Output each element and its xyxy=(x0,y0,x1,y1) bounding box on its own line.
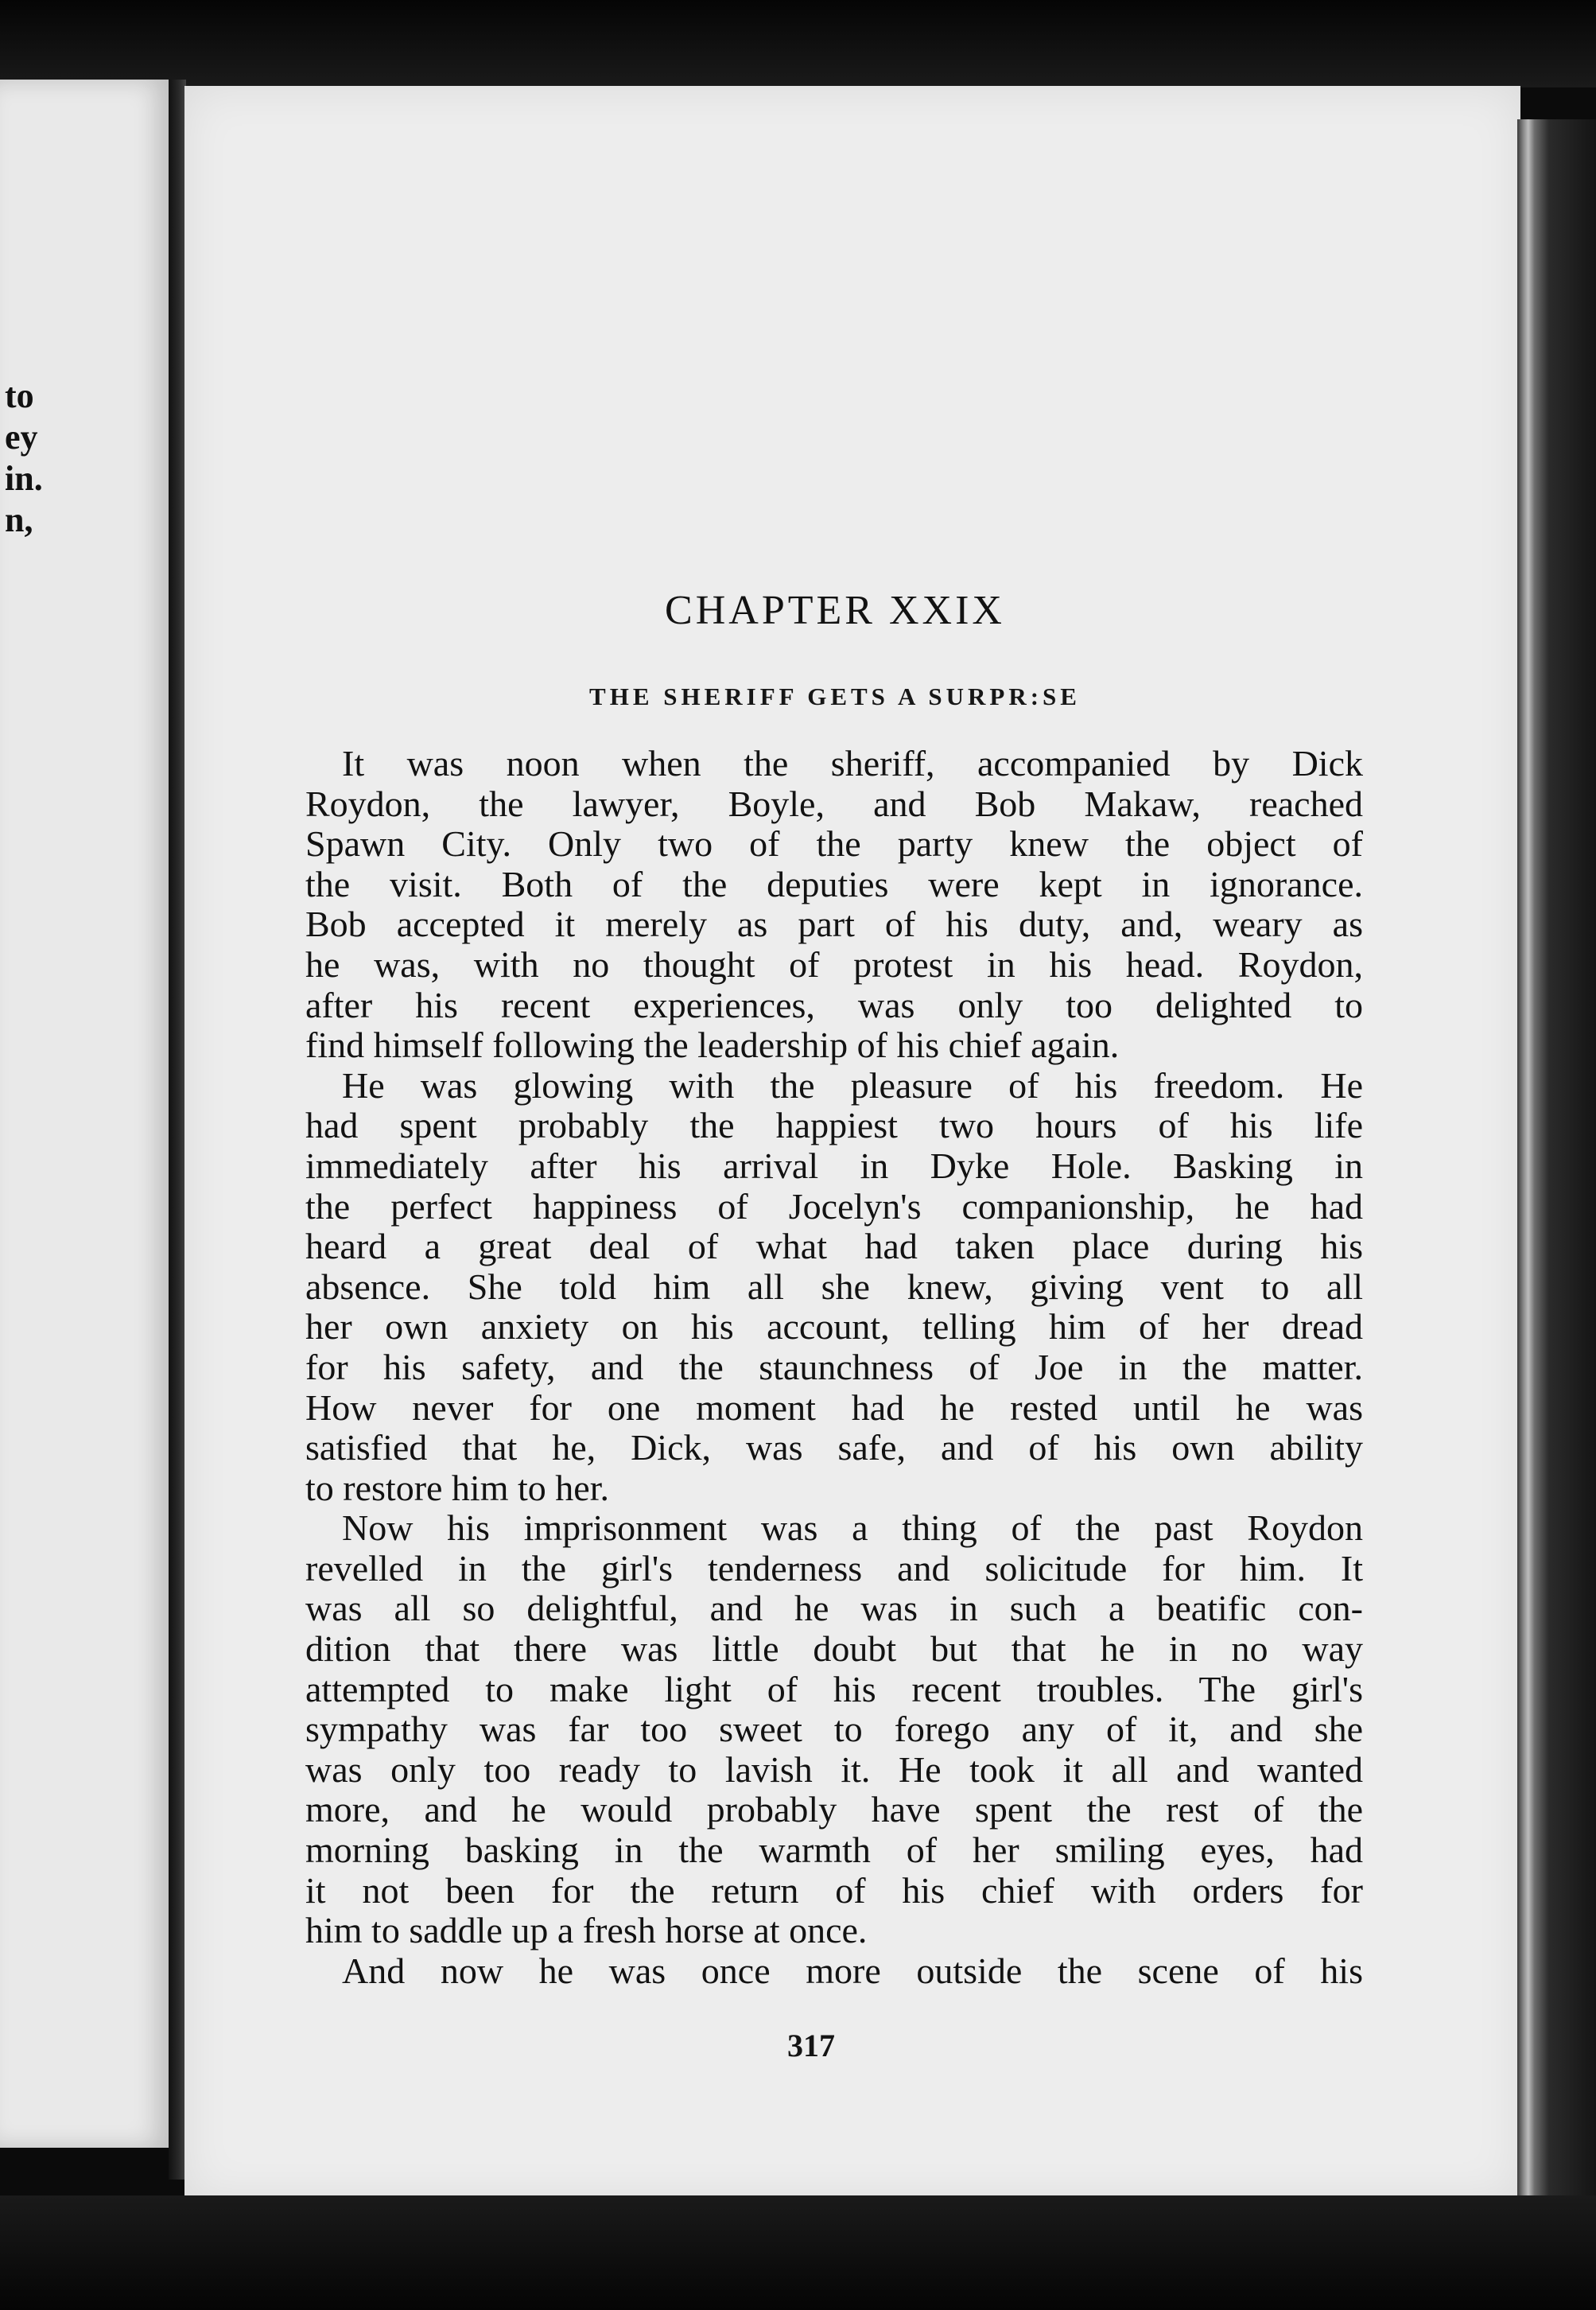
text-line: after his recent experiences, was only too delighted to xyxy=(305,985,1363,1025)
chapter-title: CHAPTER XXIX xyxy=(665,588,1005,633)
page-number: 317 xyxy=(787,2028,835,2063)
paragraph xyxy=(305,1951,1363,1992)
text-line: immediately after his arrival in Dyke Hole. Basking in xyxy=(305,1145,1363,1186)
text-line: Now his imprisonment was a thing of the past Roydon xyxy=(342,1508,1363,1549)
book-gutter xyxy=(169,80,186,2180)
text-line: satisfied that he, Dick, was safe, and of his own ability xyxy=(305,1428,1363,1468)
text-line: had spent probably the happiest two hours of his life xyxy=(305,1106,1363,1146)
text-line: morning basking in the warmth of her smiling eyes, had xyxy=(305,1830,1363,1871)
text-line: absence. She told him all she knew, giving vent to all xyxy=(305,1266,1363,1307)
text-line: it not been for the return of his chief with orders for xyxy=(305,1870,1363,1911)
text-line: heard a great deal of what had taken place during his xyxy=(305,1227,1363,1267)
text-line: more, and he would probably have spent the rest of the xyxy=(305,1790,1363,1830)
left-fragment: n, xyxy=(5,500,33,539)
page-edge-stack xyxy=(1517,119,1596,2283)
text-line: for his safety, and the staunchness of Joe in the matter. xyxy=(305,1347,1363,1387)
text-line: him to saddle up a fresh horse at once. xyxy=(305,1911,868,1951)
chapter-body xyxy=(305,744,1363,1991)
left-fragment: to xyxy=(5,376,34,415)
scan-bottom-shadow xyxy=(0,2195,1596,2310)
text-line: attempted to make light of his recent troubles. The girl's xyxy=(305,1669,1363,1709)
text-line: dition that there was little doubt but that he in no way xyxy=(305,1629,1363,1670)
paragraph xyxy=(305,1066,1363,1509)
text-line: He was glowing with the pleasure of his freedom. He xyxy=(342,1065,1363,1106)
text-line: he was, with no thought of protest in his head. Roydon, xyxy=(305,944,1363,985)
text-line: was only too ready to lavish it. He took it all and wanted xyxy=(305,1749,1363,1790)
text-line: sympathy was far too sweet to forego any of it, and she xyxy=(305,1709,1363,1750)
text-line: the perfect happiness of Jocelyn's companionship, he had xyxy=(305,1186,1363,1227)
text-line: revelled in the girl's tenderness and solicitude for him. It xyxy=(305,1548,1363,1589)
left-page-text-fragments xyxy=(5,375,43,541)
scan-top-shadow xyxy=(0,0,1596,88)
left-fragment: in. xyxy=(5,459,43,498)
text-line: to restore him to her. xyxy=(305,1468,609,1508)
text-line: Bob accepted it merely as part of his duty, and, weary as xyxy=(305,904,1363,945)
text-line: And now he was once more outside the scene of his xyxy=(342,1950,1363,1991)
text-line: Spawn City. Only two of the party knew the object of xyxy=(305,824,1363,865)
text-line: find himself following the leadership of his chief again. xyxy=(305,1025,1120,1066)
paragraph xyxy=(305,744,1363,1066)
paragraph xyxy=(305,1508,1363,1951)
left-fragment: ey xyxy=(5,418,38,457)
text-line: the visit. Both of the deputies were kept in ignorance. xyxy=(305,864,1363,904)
chapter-subtitle: THE SHERIFF GETS A SURPR:SE xyxy=(589,682,1081,710)
text-line: How never for one moment had he rested until he was xyxy=(305,1387,1363,1428)
text-line: It was noon when the sheriff, accompanied by Dick xyxy=(342,744,1363,784)
left-facing-page xyxy=(0,80,176,2148)
text-line: her own anxiety on his account, telling him of her dread xyxy=(305,1307,1363,1348)
text-line: was all so delightful, and he was in such a beatific con- xyxy=(305,1589,1363,1629)
text-line: Roydon, the lawyer, Boyle, and Bob Makaw, reached xyxy=(305,784,1363,824)
